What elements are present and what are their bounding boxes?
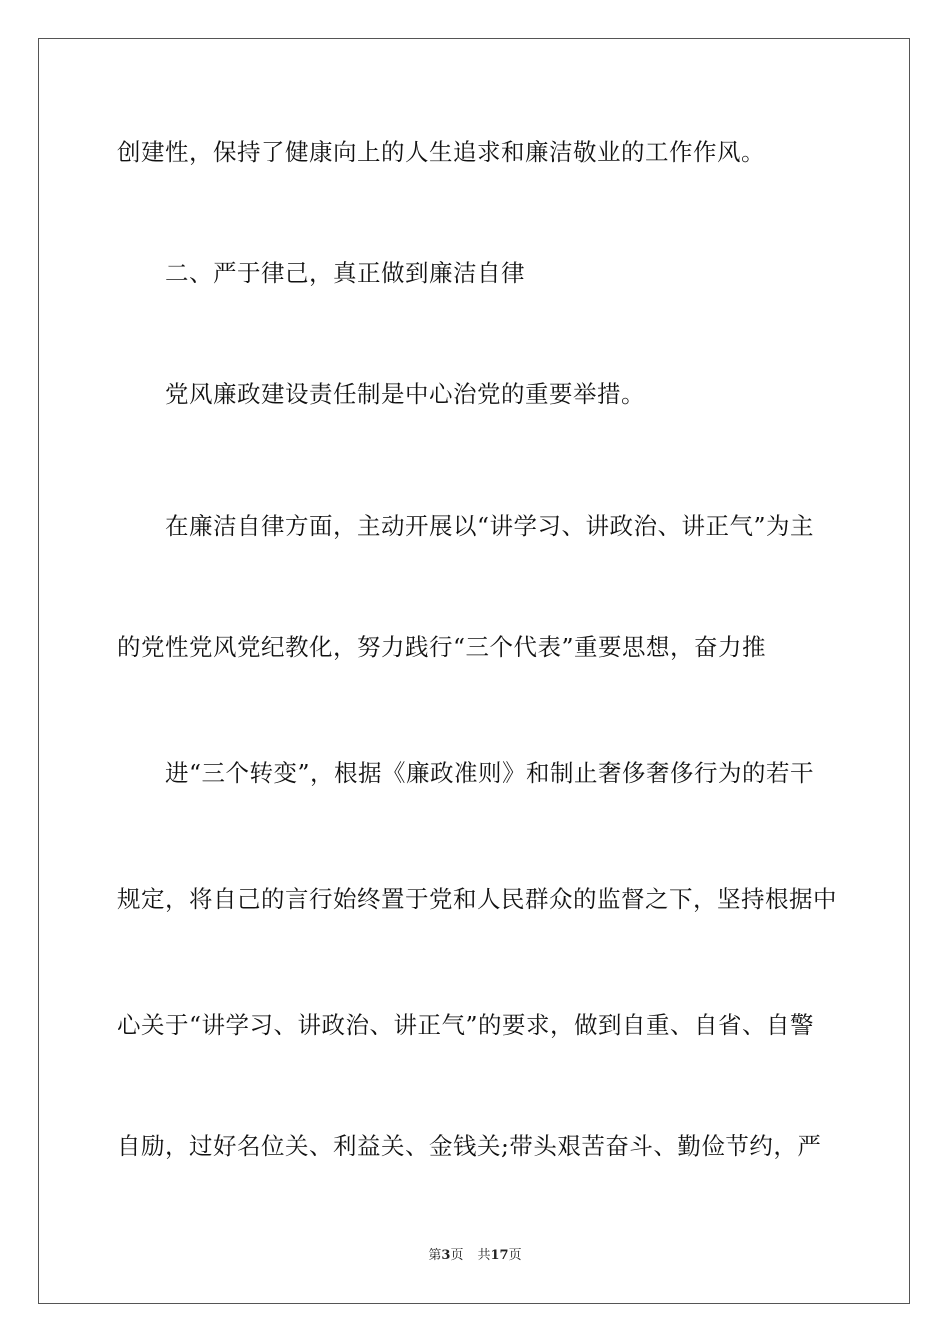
text-line-6: 进“三个转变”，根据《廉政准则》和制止奢侈奢侈行为的若干 (165, 759, 815, 787)
page-border (38, 38, 910, 1304)
total-pages: 17 (490, 1248, 509, 1263)
total-suffix: 页 (508, 1248, 522, 1263)
text-line-7: 规定，将自己的言行始终置于党和人民群众的监督之下，坚持根据中 (117, 885, 837, 913)
page-number: 3 (441, 1248, 451, 1263)
text-line-9: 自励，过好名位关、利益关、金钱关;带头艰苦奋斗、勤俭节约，严 (117, 1132, 822, 1160)
text-line-3: 党风廉政建设责任制是中心治党的重要举措。 (165, 380, 645, 408)
total-prefix: 共 (477, 1248, 491, 1263)
text-line-5: 的党性党风党纪教化，努力践行“三个代表”重要思想，奋力推 (117, 633, 767, 661)
page-suffix: 页 (450, 1248, 464, 1263)
section-heading: 二、严于律己，真正做到廉洁自律 (165, 259, 525, 287)
text-line-1: 创建性，保持了健康向上的人生追求和廉洁敬业的工作作风。 (117, 138, 765, 166)
text-line-4: 在廉洁自律方面，主动开展以“讲学习、讲政治、讲正气”为主 (165, 512, 815, 540)
text-line-8: 心关于“讲学习、讲政治、讲正气”的要求，做到自重、自省、自警 (117, 1011, 815, 1039)
page-prefix: 第 (428, 1248, 442, 1263)
page-footer (0, 1247, 950, 1265)
